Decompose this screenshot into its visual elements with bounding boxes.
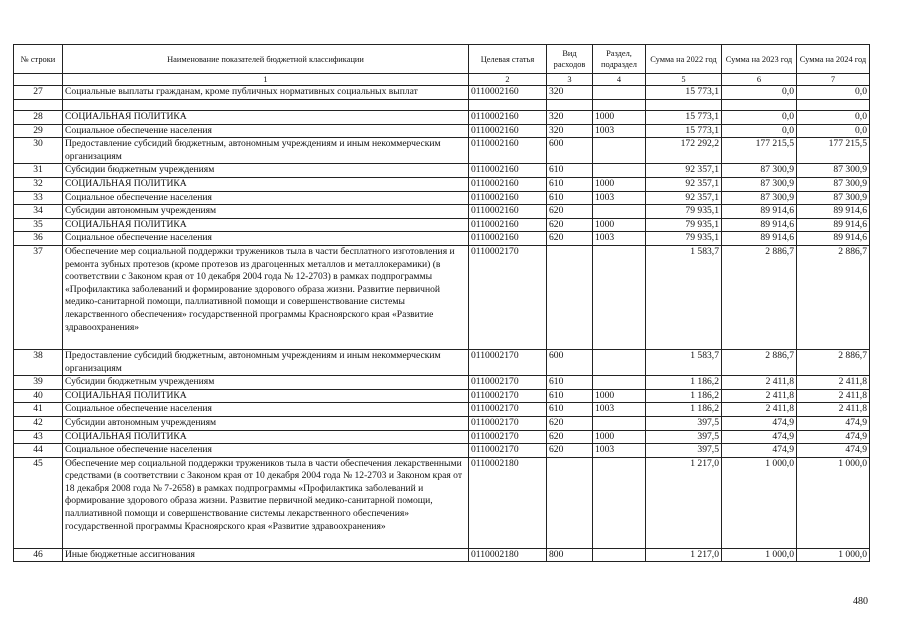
table-row	[14, 444, 870, 458]
row-name: СОЦИАЛЬНАЯ ПОЛИТИКА	[63, 430, 469, 444]
row-sum-2024: 89 914,6	[797, 205, 870, 219]
row-sum-2023: 2 886,7	[722, 349, 797, 375]
row-expense-type: 610	[547, 403, 593, 417]
row-expense-type	[547, 457, 593, 548]
row-sum-2023: 89 914,6	[722, 218, 797, 232]
row-number: 44	[14, 444, 63, 458]
row-section	[593, 416, 646, 430]
row-sum-2023: 89 914,6	[722, 232, 797, 246]
row-section	[593, 86, 646, 100]
row-number: 45	[14, 457, 63, 548]
column-number-row	[14, 74, 870, 86]
row-section: 1003	[593, 232, 646, 246]
table-row	[14, 164, 870, 178]
row-sum-2022: 79 935,1	[646, 218, 722, 232]
row-sum-2023: 474,9	[722, 430, 797, 444]
row-number: 31	[14, 164, 63, 178]
row-sum-2023: 474,9	[722, 416, 797, 430]
row-name: Социальное обеспечение населения	[63, 191, 469, 205]
row-number: 39	[14, 376, 63, 390]
row-sum-2022: 1 186,2	[646, 403, 722, 417]
row-name: Обеспечение мер социальной поддержки тружеников тыла в части бесплатного изготовления и ремонта зубных протезов (кроме протезов из драгоценных металлов и металлокерамики) (в соответствии с Законом края от 10 декабря 2004 года № 12-2703) в рамках подпрограммы «Профилактика заболеваний и формирование здорового образа жизни. Развитие первичной медико-санитарной помощи, паллиативной помощи и совершенствование системы лекарственного обеспечения» государственной программы Красноярского края «Развитие здравоохранения»	[63, 245, 469, 349]
row-number: 38	[14, 349, 63, 375]
column-number	[14, 74, 63, 86]
row-sum-2022: 1 186,2	[646, 376, 722, 390]
header-type: Вид расходов	[547, 45, 593, 74]
row-target-code: 0110002170	[469, 403, 547, 417]
spacer-cell	[646, 100, 722, 111]
header-sum-2023: Сумма на 2023 год	[722, 45, 797, 74]
row-name: Предоставление субсидий бюджетным, автономным учреждениям и иным некоммерческим организациям	[63, 349, 469, 375]
row-name: СОЦИАЛЬНАЯ ПОЛИТИКА	[63, 389, 469, 403]
row-target-code: 0110002160	[469, 218, 547, 232]
row-sum-2024: 177 215,5	[797, 138, 870, 164]
row-target-code: 0110002180	[469, 457, 547, 548]
spacer-cell	[547, 100, 593, 111]
row-sum-2022: 92 357,1	[646, 164, 722, 178]
row-sum-2024: 2 886,7	[797, 349, 870, 375]
spacer-cell	[797, 100, 870, 111]
column-number: 1	[63, 74, 469, 86]
row-sum-2023: 87 300,9	[722, 164, 797, 178]
row-number: 35	[14, 218, 63, 232]
row-sum-2024: 2 411,8	[797, 376, 870, 390]
row-sum-2022: 15 773,1	[646, 86, 722, 100]
header-section: Раздел, подраздел	[593, 45, 646, 74]
row-expense-type: 320	[547, 86, 593, 100]
row-sum-2022: 1 583,7	[646, 245, 722, 349]
table-row	[14, 548, 870, 562]
row-number: 37	[14, 245, 63, 349]
row-name: Субсидии бюджетным учреждениям	[63, 376, 469, 390]
row-number: 41	[14, 403, 63, 417]
row-section: 1000	[593, 111, 646, 125]
row-sum-2024: 0,0	[797, 124, 870, 138]
row-name: Субсидии бюджетным учреждениям	[63, 164, 469, 178]
row-number: 28	[14, 111, 63, 125]
row-sum-2022: 1 186,2	[646, 389, 722, 403]
table-row	[14, 124, 870, 138]
row-expense-type: 600	[547, 138, 593, 164]
row-target-code: 0110002160	[469, 205, 547, 219]
row-expense-type: 620	[547, 232, 593, 246]
spacer-cell	[593, 100, 646, 111]
page-number: 480	[853, 596, 868, 607]
row-sum-2024: 2 886,7	[797, 245, 870, 349]
row-number: 30	[14, 138, 63, 164]
row-section	[593, 164, 646, 178]
column-number: 3	[547, 74, 593, 86]
row-sum-2023: 0,0	[722, 111, 797, 125]
row-number: 42	[14, 416, 63, 430]
table-row	[14, 218, 870, 232]
row-target-code: 0110002170	[469, 376, 547, 390]
table-row	[14, 177, 870, 191]
row-target-code: 0110002180	[469, 548, 547, 562]
row-target-code: 0110002160	[469, 111, 547, 125]
row-sum-2022: 397,5	[646, 444, 722, 458]
spacer-cell	[14, 100, 63, 111]
row-name: Иные бюджетные ассигнования	[63, 548, 469, 562]
spacer-cell	[722, 100, 797, 111]
row-target-code: 0110002160	[469, 138, 547, 164]
row-expense-type: 610	[547, 164, 593, 178]
spacer-cell	[469, 100, 547, 111]
table-row	[14, 389, 870, 403]
row-number: 33	[14, 191, 63, 205]
row-expense-type: 800	[547, 548, 593, 562]
row-section: 1000	[593, 177, 646, 191]
row-target-code: 0110002160	[469, 232, 547, 246]
table-row	[14, 245, 870, 349]
row-sum-2023: 1 000,0	[722, 457, 797, 548]
row-sum-2024: 89 914,6	[797, 218, 870, 232]
row-name: Социальное обеспечение населения	[63, 232, 469, 246]
spacer-cell	[63, 100, 469, 111]
row-section	[593, 349, 646, 375]
row-sum-2023: 89 914,6	[722, 205, 797, 219]
header-sum-2024: Сумма на 2024 год	[797, 45, 870, 74]
row-sum-2022: 79 935,1	[646, 232, 722, 246]
row-target-code: 0110002170	[469, 416, 547, 430]
table-row	[14, 416, 870, 430]
row-sum-2024: 0,0	[797, 86, 870, 100]
row-number: 46	[14, 548, 63, 562]
row-number: 43	[14, 430, 63, 444]
row-sum-2023: 87 300,9	[722, 177, 797, 191]
row-sum-2022: 92 357,1	[646, 177, 722, 191]
row-number: 40	[14, 389, 63, 403]
row-sum-2023: 87 300,9	[722, 191, 797, 205]
row-name: СОЦИАЛЬНАЯ ПОЛИТИКА	[63, 218, 469, 232]
row-sum-2024: 0,0	[797, 111, 870, 125]
column-number: 7	[797, 74, 870, 86]
row-sum-2023: 0,0	[722, 124, 797, 138]
row-sum-2023: 177 215,5	[722, 138, 797, 164]
row-number: 36	[14, 232, 63, 246]
header-name: Наименование показателей бюджетной классификации	[63, 45, 469, 74]
table-body	[14, 86, 870, 562]
row-section	[593, 205, 646, 219]
row-sum-2024: 2 411,8	[797, 403, 870, 417]
row-sum-2022: 79 935,1	[646, 205, 722, 219]
row-sum-2024: 1 000,0	[797, 457, 870, 548]
row-expense-type: 620	[547, 430, 593, 444]
row-sum-2023: 2 411,8	[722, 403, 797, 417]
row-sum-2022: 172 292,2	[646, 138, 722, 164]
row-name: Социальное обеспечение населения	[63, 444, 469, 458]
row-section: 1000	[593, 430, 646, 444]
row-target-code: 0110002170	[469, 430, 547, 444]
row-sum-2024: 89 914,6	[797, 232, 870, 246]
row-sum-2022: 1 217,0	[646, 457, 722, 548]
row-name: Обеспечение мер социальной поддержки тружеников тыла в части обеспечения лекарственными средствами (в соответствии с Законом края от 10 декабря 2004 года № 12-2703 и Законом края от 18 декабря 2008 года № 7-2658) в рамках подпрограммы «Профилактика заболеваний и формирование здорового образа жизни. Развитие первичной медико-санитарной помощи, паллиативной помощи и совершенствование системы лекарственного обеспечения» государственной программы Красноярского края «Развитие здравоохранения»	[63, 457, 469, 548]
row-expense-type: 610	[547, 389, 593, 403]
column-number: 2	[469, 74, 547, 86]
row-sum-2024: 474,9	[797, 430, 870, 444]
budget-table	[13, 44, 870, 562]
row-section: 1003	[593, 444, 646, 458]
row-section	[593, 376, 646, 390]
row-sum-2024: 87 300,9	[797, 164, 870, 178]
row-target-code: 0110002160	[469, 124, 547, 138]
table-row	[14, 86, 870, 100]
row-sum-2024: 87 300,9	[797, 191, 870, 205]
row-target-code: 0110002160	[469, 177, 547, 191]
table-row	[14, 111, 870, 125]
table-row	[14, 232, 870, 246]
row-sum-2023: 0,0	[722, 86, 797, 100]
row-expense-type: 320	[547, 124, 593, 138]
row-sum-2022: 1 217,0	[646, 548, 722, 562]
row-target-code: 0110002170	[469, 349, 547, 375]
row-sum-2022: 15 773,1	[646, 124, 722, 138]
table-row	[14, 349, 870, 375]
row-sum-2022: 15 773,1	[646, 111, 722, 125]
row-expense-type: 620	[547, 416, 593, 430]
row-sum-2023: 1 000,0	[722, 548, 797, 562]
row-expense-type	[547, 245, 593, 349]
row-name: СОЦИАЛЬНАЯ ПОЛИТИКА	[63, 111, 469, 125]
row-target-code: 0110002160	[469, 191, 547, 205]
table-row	[14, 430, 870, 444]
row-target-code: 0110002160	[469, 164, 547, 178]
row-section: 1003	[593, 124, 646, 138]
row-sum-2024: 474,9	[797, 416, 870, 430]
row-number: 34	[14, 205, 63, 219]
row-target-code: 0110002170	[469, 444, 547, 458]
column-number: 5	[646, 74, 722, 86]
table-row	[14, 376, 870, 390]
row-name: Социальные выплаты гражданам, кроме публичных нормативных социальных выплат	[63, 86, 469, 100]
row-sum-2022: 1 583,7	[646, 349, 722, 375]
row-sum-2023: 2 886,7	[722, 245, 797, 349]
row-section: 1003	[593, 191, 646, 205]
row-section: 1000	[593, 389, 646, 403]
table-row	[14, 403, 870, 417]
table-row	[14, 191, 870, 205]
row-name: Социальное обеспечение населения	[63, 124, 469, 138]
row-name: Социальное обеспечение населения	[63, 403, 469, 417]
row-name: Предоставление субсидий бюджетным, автономным учреждениям и иным некоммерческим организациям	[63, 138, 469, 164]
row-sum-2024: 87 300,9	[797, 177, 870, 191]
header-sum-2022: Сумма на 2022 год	[646, 45, 722, 74]
row-section	[593, 245, 646, 349]
row-sum-2024: 474,9	[797, 444, 870, 458]
row-name: Субсидии автономным учреждениям	[63, 205, 469, 219]
header-row-no: № строки	[14, 45, 63, 74]
row-sum-2023: 2 411,8	[722, 376, 797, 390]
spacer-row	[14, 100, 870, 111]
table-row	[14, 457, 870, 548]
row-sum-2024: 2 411,8	[797, 389, 870, 403]
row-target-code: 0110002170	[469, 389, 547, 403]
row-section	[593, 138, 646, 164]
row-section: 1003	[593, 403, 646, 417]
row-number: 27	[14, 86, 63, 100]
table-header-row	[14, 45, 870, 74]
table-row	[14, 205, 870, 219]
row-sum-2024: 1 000,0	[797, 548, 870, 562]
row-expense-type: 600	[547, 349, 593, 375]
row-target-code: 0110002170	[469, 245, 547, 349]
row-expense-type: 620	[547, 205, 593, 219]
row-number: 29	[14, 124, 63, 138]
column-number: 6	[722, 74, 797, 86]
row-section: 1000	[593, 218, 646, 232]
table-row	[14, 138, 870, 164]
column-number: 4	[593, 74, 646, 86]
row-target-code: 0110002160	[469, 86, 547, 100]
row-expense-type: 610	[547, 376, 593, 390]
row-sum-2023: 474,9	[722, 444, 797, 458]
row-name: СОЦИАЛЬНАЯ ПОЛИТИКА	[63, 177, 469, 191]
row-sum-2022: 397,5	[646, 416, 722, 430]
row-sum-2022: 92 357,1	[646, 191, 722, 205]
row-expense-type: 620	[547, 444, 593, 458]
row-name: Субсидии автономным учреждениям	[63, 416, 469, 430]
row-expense-type: 620	[547, 218, 593, 232]
row-expense-type: 320	[547, 111, 593, 125]
row-section	[593, 548, 646, 562]
header-target: Целевая статья	[469, 45, 547, 74]
row-sum-2022: 397,5	[646, 430, 722, 444]
row-sum-2023: 2 411,8	[722, 389, 797, 403]
row-section	[593, 457, 646, 548]
row-expense-type: 610	[547, 177, 593, 191]
row-expense-type: 610	[547, 191, 593, 205]
row-number: 32	[14, 177, 63, 191]
